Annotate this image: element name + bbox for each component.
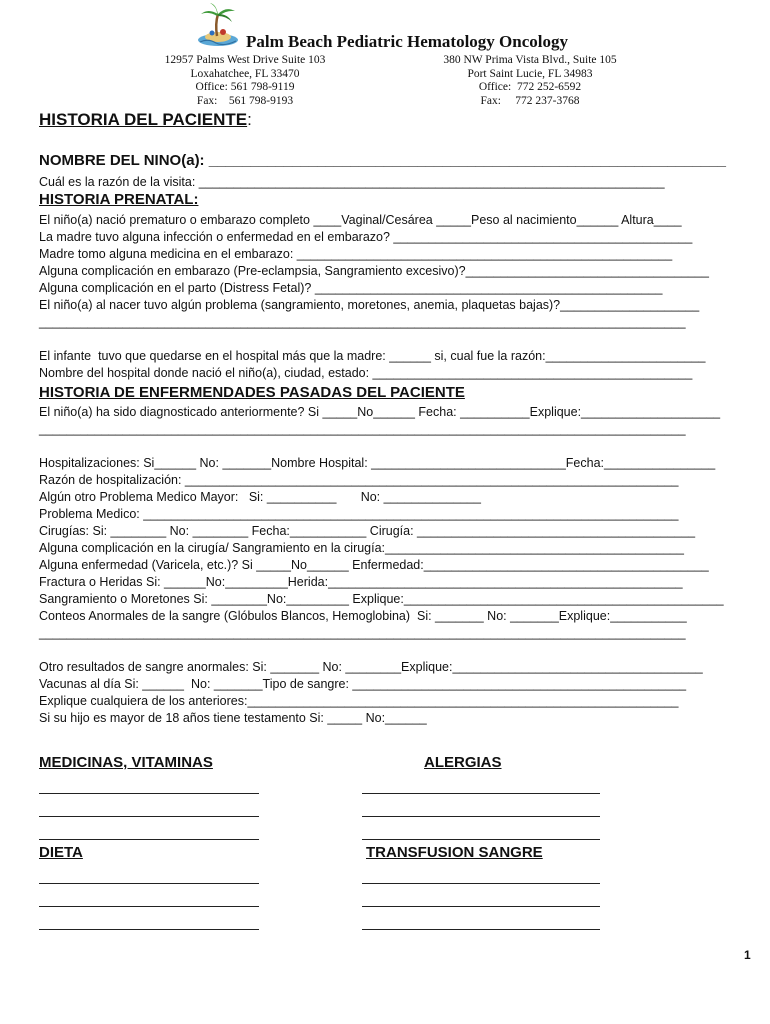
diet-blank-line[interactable] bbox=[39, 929, 259, 930]
surgery-complication-field[interactable]: Alguna complicación en la cirugía/ Sangramiento en la cirugía:___________________________________________ bbox=[39, 541, 684, 555]
birth-problem-field[interactable]: El niño(a) al nacer tuvo algún problema (sangramiento, moretones, anemia, plaquetas bajas)?____________________ bbox=[39, 298, 700, 312]
hospitalizations-field[interactable]: Hospitalizaciones: Si______ No: _______Nombre Hospital: ____________________________Fecha:________________ bbox=[39, 456, 716, 470]
prenatal-history-heading: HISTORIA PRENATAL: bbox=[39, 191, 199, 208]
address-line: 12957 Palms West Drive Suite 103 bbox=[164, 54, 326, 66]
transfusion-blank-line[interactable] bbox=[362, 929, 600, 930]
medicines-vitamins-heading: MEDICINAS, VITAMINAS bbox=[39, 754, 213, 771]
testament-field[interactable]: Si su hijo es mayor de 18 años tiene testamento Si: _____ No:______ bbox=[39, 711, 427, 725]
hospitalization-reason-field[interactable]: Razón de hospitalización: _______________________________________________________________________ bbox=[39, 473, 679, 487]
transfusion-blank-line[interactable] bbox=[362, 883, 600, 884]
medical-problem-field[interactable]: Problema Medico: _____________________________________________________________________________ bbox=[39, 507, 679, 521]
prior-diagnosis-continued-field[interactable]: _____________________________________________________________________________________________ bbox=[39, 422, 686, 436]
palm-tree-island-logo-icon bbox=[196, 2, 240, 48]
page-title bbox=[39, 110, 252, 130]
prenatal-medicine-field[interactable]: Madre tomo alguna medicina en el embarazo: ______________________________________________________ bbox=[39, 247, 673, 261]
page-number: 1 bbox=[744, 948, 751, 962]
child-name-field[interactable]: NOMBRE DEL NINO(a): ______________________________________________________________ bbox=[39, 152, 726, 169]
allergies-blank-line[interactable] bbox=[362, 816, 600, 817]
prior-diagnosis-field[interactable]: El niño(a) ha sido diagnosticado anteriormente? Si _____No______ Fecha: __________Explique:____________________ bbox=[39, 405, 721, 419]
surgeries-field[interactable]: Cirugías: Si: ________ No: ________ Fecha:___________ Cirugía: ________________________________________ bbox=[39, 524, 696, 538]
birth-hospital-field[interactable]: Nombre del hospital donde nació el niño(a), ciudad, estado: ______________________________________________ bbox=[39, 366, 693, 380]
diet-blank-line[interactable] bbox=[39, 906, 259, 907]
diet-blank-line[interactable] bbox=[39, 883, 259, 884]
vaccines-blood-type-field[interactable]: Vacunas al día Si: ______ No: _______Tipo de sangre: ________________________________________________ bbox=[39, 677, 687, 691]
page-title-colon: : bbox=[247, 110, 252, 129]
left-office-address bbox=[150, 54, 340, 108]
address-line: Loxahatchee, FL 33470 bbox=[190, 67, 300, 80]
allergies-heading: ALERGIAS bbox=[424, 754, 502, 771]
fracture-wounds-field[interactable]: Fractura o Heridas Si: ______No:_________Herida:___________________________________________________ bbox=[39, 575, 683, 589]
blood-transfusion-heading: TRANSFUSION SANGRE bbox=[366, 844, 543, 861]
illness-field[interactable]: Alguna enfermedad (Varicela, etc.)? Si _____No______ Enfermedad:_________________________________________ bbox=[39, 558, 709, 572]
major-medical-problem-field[interactable]: Algún otro Problema Medico Mayor: Si: __________ No: ______________ bbox=[39, 490, 481, 504]
pregnancy-complication-field[interactable]: Alguna complicación en embarazo (Pre-eclampsia, Sangramiento excesivo)?___________________________________ bbox=[39, 264, 709, 278]
other-blood-results-field[interactable]: Otro resultados de sangre anormales: Si: _______ No: ________Explique:____________________________________ bbox=[39, 660, 703, 674]
medicines-blank-line[interactable] bbox=[39, 816, 259, 817]
right-office-address bbox=[432, 54, 628, 108]
prenatal-infection-field[interactable]: La madre tuvo alguna infección o enfermedad en el embarazo? ___________________________________________ bbox=[39, 230, 693, 244]
medicines-blank-line[interactable] bbox=[39, 839, 259, 840]
allergies-blank-line[interactable] bbox=[362, 839, 600, 840]
explain-above-field[interactable]: Explique cualquiera de los anteriores:______________________________________________________________ bbox=[39, 694, 679, 708]
allergies-blank-line[interactable] bbox=[362, 793, 600, 794]
bleeding-bruising-field[interactable]: Sangramiento o Moretones Si: ________No:_________ Explique:______________________________________________ bbox=[39, 592, 724, 606]
prenatal-birth-field[interactable]: El niño(a) nació prematuro o embarazo completo ____Vaginal/Cesárea _____Peso al nacimiento______ Altura____ bbox=[39, 213, 682, 227]
fax-line: Fax: 772 237-3768 bbox=[480, 94, 580, 107]
fax-line: Fax: 561 798-9193 bbox=[196, 94, 294, 107]
abnormal-blood-counts-field[interactable]: Conteos Anormales de la sangre (Glóbulos Blancos, Hemoglobina) Si: _______ No: _______Explique:___________ bbox=[39, 609, 687, 623]
phone-line: Office: 561 798-9119 bbox=[195, 81, 295, 93]
address-line: Port Saint Lucie, FL 34983 bbox=[467, 67, 593, 80]
organization-name: Palm Beach Pediatric Hematology Oncology bbox=[246, 32, 568, 51]
transfusion-blank-line[interactable] bbox=[362, 906, 600, 907]
birth-problem-continued-field[interactable]: _____________________________________________________________________________________________ bbox=[39, 315, 686, 329]
visit-reason-field[interactable]: Cuál es la razón de la visita: ___________________________________________________________________ bbox=[39, 175, 665, 189]
past-illness-history-heading: HISTORIA DE ENFERMENDADES PASADAS DEL PACIENTE bbox=[39, 384, 465, 401]
page-title-text: HISTORIA DEL PACIENTE bbox=[39, 110, 248, 129]
medicines-blank-line[interactable] bbox=[39, 793, 259, 794]
infant-hospital-stay-field[interactable]: El infante tuvo que quedarse en el hospital más que la madre: ______ si, cual fue la razón:_______________________ bbox=[39, 349, 706, 363]
address-line: 380 NW Prima Vista Blvd., Suite 105 bbox=[443, 54, 617, 66]
abnormal-blood-counts-continued-field[interactable]: _____________________________________________________________________________________________ bbox=[39, 626, 686, 640]
phone-line: Office: 772 252-6592 bbox=[478, 81, 582, 93]
diet-heading: DIETA bbox=[39, 844, 83, 861]
delivery-complication-field[interactable]: Alguna complicación en el parto (Distress Fetal)? __________________________________________________ bbox=[39, 281, 663, 295]
